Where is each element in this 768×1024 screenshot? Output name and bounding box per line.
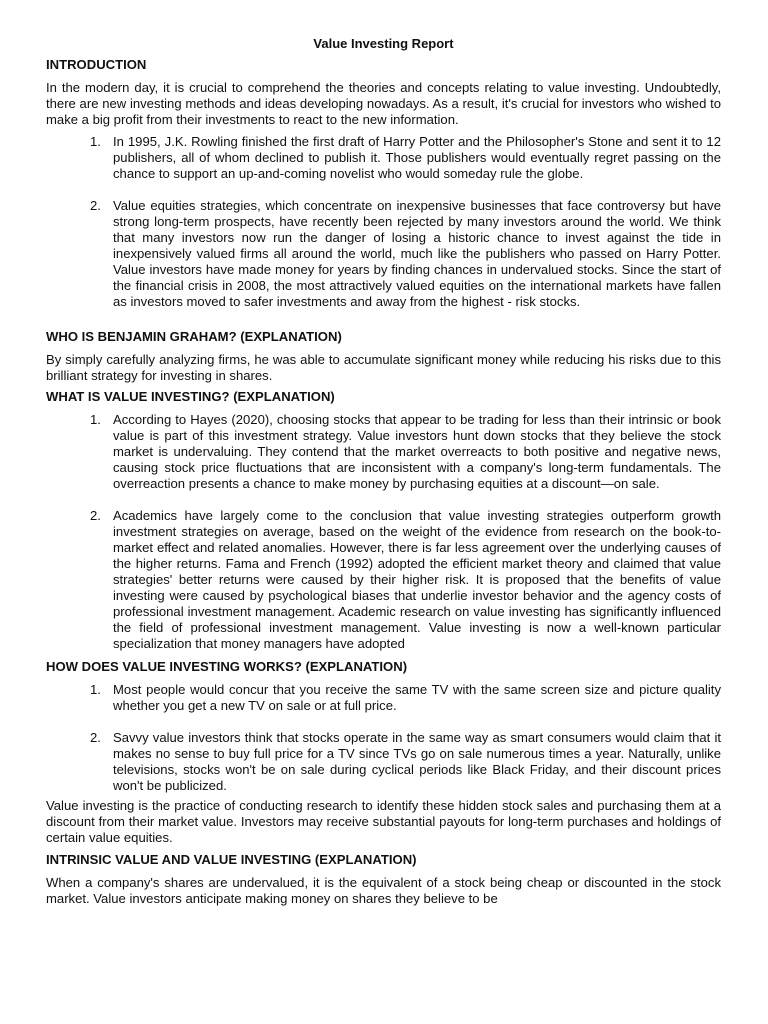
list-text: Most people would concur that you receive the same TV with the same screen size and picture quality whether you get a new TV on sale or at full price. xyxy=(113,682,721,713)
list-number: 2. xyxy=(90,198,101,213)
list-number: 2. xyxy=(90,508,101,523)
how-list xyxy=(46,682,721,794)
list-text: Value equities strategies, which concentrate on inexpensive businesses that face controversy but have strong long-term prospects, have recently been rejected by many investors around the world. We think that many investors now run the danger of losing a historic chance to invest against the tide in inexpensively valued firms all around the world, much like the publishers who passed on Harry Potter. Value investors have made money for years by finding chances in undervalued stocks. Since the start of the financial crisis in 2008, the most attractively valued equities on the international markets have fallen as investors moved to safer investments and away from the highest - risk stocks. xyxy=(113,198,721,309)
intro-list xyxy=(46,134,721,310)
list-item xyxy=(90,508,721,652)
list-item xyxy=(90,412,721,492)
list-item xyxy=(90,730,721,794)
list-text: Academics have largely come to the conclusion that value investing strategies outperform growth investment strategies on average, based on the weight of the evidence from research on the book-to-market effect and related anomalies. However, there is far less agreement over the underlying causes of the higher returns. Fama and French (1992) adopted the efficient market theory and claimed that value strategies' better returns were caused by their higher risk. It is proposed that the benefits of value investing were caused by psychological biases that underlie investor behavior and the agency costs of professional investment management. Academic research on value investing has significantly influenced the field of professional investment management. Value investing is now a well-known particular specialization that money managers have adopted xyxy=(113,508,721,651)
list-number: 1. xyxy=(90,412,101,427)
heading-intrinsic-value: INTRINSIC VALUE AND VALUE INVESTING (EXPLANATION) xyxy=(46,852,417,867)
list-item xyxy=(90,198,721,310)
heading-introduction: INTRODUCTION xyxy=(46,57,147,72)
list-text: According to Hayes (2020), choosing stocks that appear to be trading for less than their intrinsic or book value is part of this investment strategy. Value investors hunt down stocks that they believe the stock market is undervaluing. They contend that the market overreacts to both positive and negative news, causing stock price fluctuations that are inconsistent with a company's long-term fundamentals. The overreaction presents a chance to make money by purchasing equities at a discount—on sale. xyxy=(113,412,721,491)
list-item xyxy=(90,682,721,714)
heading-what-is-value-investing: WHAT IS VALUE INVESTING? (EXPLANATION) xyxy=(46,389,335,404)
list-text: In 1995, J.K. Rowling finished the first draft of Harry Potter and the Philosopher's Stone and sent it to 12 publishers, all of whom declined to publish it. Those publishers would eventually regret passing on the chance to support an up-and-coming novelist who would someday rule the globe. xyxy=(113,134,721,181)
how-paragraph: Value investing is the practice of conducting research to identify these hidden stock sales and purchasing them at a discount from their market value. Investors may receive substantial payouts for long-term purchases and holdings of certain value equities. xyxy=(46,798,721,845)
report-title: Value Investing Report xyxy=(313,36,454,51)
list-number: 1. xyxy=(90,134,101,149)
list-text: Savvy value investors think that stocks operate in the same way as smart consumers would claim that it makes no sense to buy full price for a TV since TVs go on sale numerous times a year. Naturally, unlike televisions, stocks won't be on sale during cyclical periods like Black Friday, and their discount prices won't be publicized. xyxy=(113,730,721,793)
intro-paragraph: In the modern day, it is crucial to comprehend the theories and concepts relating to value investing. Undoubtedly, there are new investing methods and ideas developing nowadays. As a result, it's crucial for investors who wished to make a big profit from their investments to react to the new information. xyxy=(46,80,721,127)
list-number: 1. xyxy=(90,682,101,697)
heading-benjamin-graham: WHO IS BENJAMIN GRAHAM? (EXPLANATION) xyxy=(46,329,342,344)
intrinsic-paragraph: When a company's shares are undervalued, it is the equivalent of a stock being cheap or discounted in the stock market. Value investors anticipate making money on shares they believe to be xyxy=(46,875,721,906)
list-item xyxy=(90,134,721,182)
what-list xyxy=(46,412,721,652)
list-number: 2. xyxy=(90,730,101,745)
graham-paragraph: By simply carefully analyzing firms, he was able to accumulate significant money while reducing his risks due to this brilliant strategy for investing in shares. xyxy=(46,352,721,383)
heading-how-value-investing-works: HOW DOES VALUE INVESTING WORKS? (EXPLANATION) xyxy=(46,659,408,674)
